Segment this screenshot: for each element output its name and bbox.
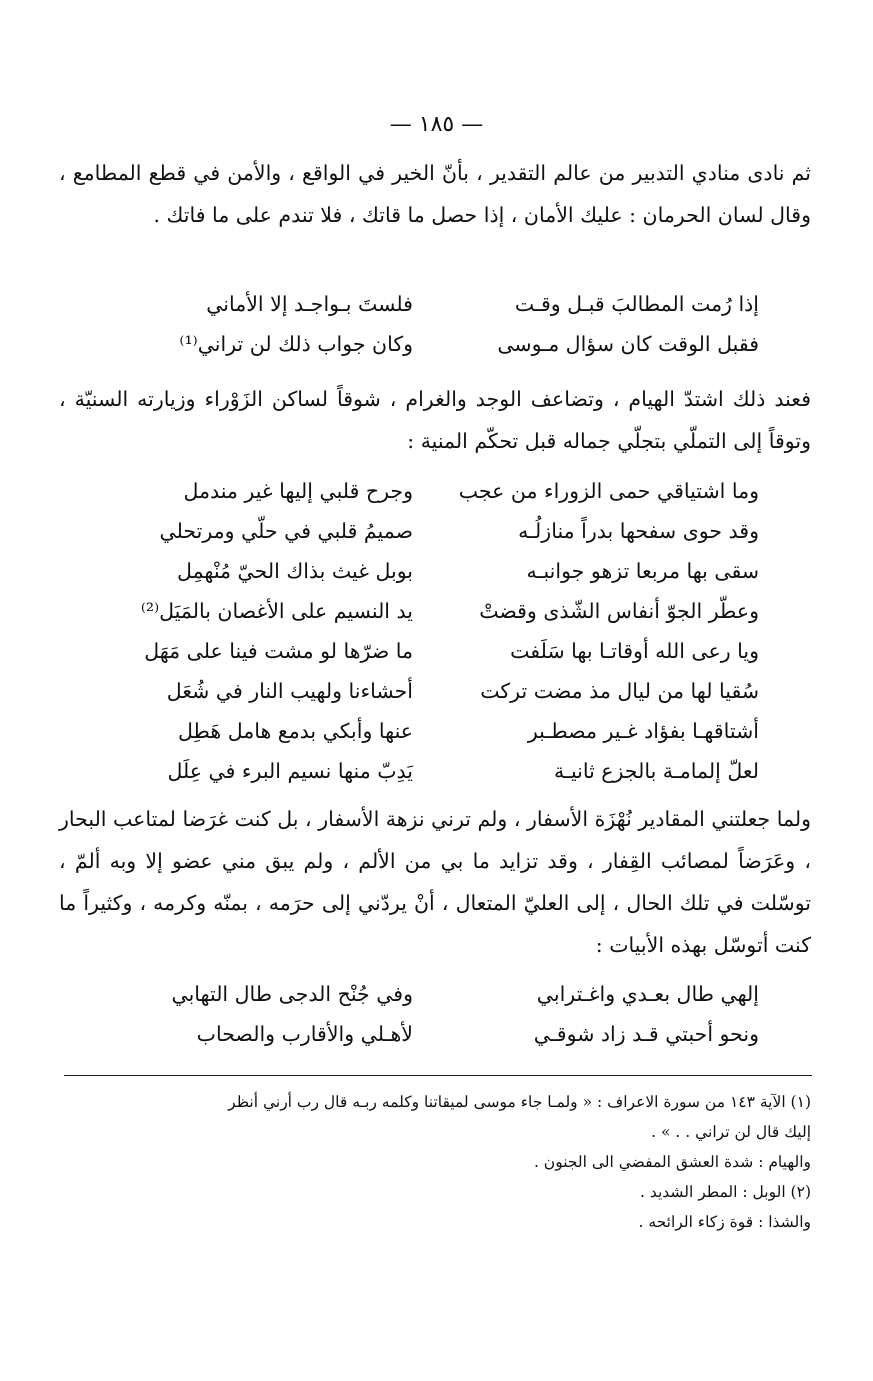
verse-second-hemistich: وكان جواب ذلك لن تراني⁽¹⁾ — [179, 332, 413, 356]
paragraph-2: فعند ذلك اشتدّ الهيام ، وتضاعف الوجد والغرام ، شوقاً لساكن الزَوْراء وزيارته السنيّة ، وتوقاً إلى التملّي بتجلّي جماله قبل تحكّم المنية : — [59, 387, 811, 453]
verse-line — [59, 284, 811, 324]
verse-second-hemistich: وفي جُنْح الدجى طال التهابي — [171, 982, 413, 1006]
footnotes — [51, 1087, 811, 1237]
verse-line — [59, 511, 811, 551]
verse-first-hemistich: ويا رعى الله أوقاتـا بها سَلَفت — [510, 639, 759, 663]
verse-line — [59, 671, 811, 711]
paragraph-1: ثم نادى منادي التدبير من عالم التقدير ، بأنّ الخير في الواقع ، والأمن في قطع المطامع ، وقال لسان الحرمان : عليك الأمان ، إذا حصل ما قاتك ، فلا تندم على ما فاتك . — [59, 161, 811, 227]
verse-second-hemistich: عنها وأبكي بدمع هامل هَطِل — [178, 719, 413, 743]
verse-first-hemistich: إذا رُمت المطالبَ قبـل وقـت — [514, 292, 759, 316]
verse-line — [59, 551, 811, 591]
verse-first-hemistich: سُقيا لها من ليال مذ مضت تركت — [480, 679, 759, 703]
verse-second-hemistich: فلستَ بـواجـد إلا الأماني — [206, 292, 413, 316]
footnote-separator — [64, 1075, 812, 1076]
verse-second-hemistich: يد النسيم على الأغصان بالمَيَل⁽²⁾ — [140, 599, 413, 623]
paragraph-3: ولما جعلتني المقادير نُهْزَة الأسفار ، ولم ترني نزهة الأسفار ، بل كنت غرَضا لمتاعب البحار ، وعَرَضاً لمصائب القِفار ، وقد تزايد ما بي من الألم ، ولم يبق مني عضو إلا وبه ألمّ ، توسّلت في تلك الحال ، إلى العليّ المتعال ، أنْ يردّني إلى حرَمه ، بمنّه وكرمه ، وكثيراً ما كنت أتوسّل بهذه الأبيات : — [59, 807, 811, 957]
verse-first-hemistich: أشتاقهـا بفؤاد غـير مصطـبر — [527, 719, 759, 743]
verse-first-hemistich: سقى بها مربعا تزهو جوانبـه — [526, 559, 759, 583]
verse-line — [59, 711, 811, 751]
verse-group-1 — [59, 284, 811, 364]
verse-line — [59, 591, 811, 631]
page-number: — ١٨٥ — — [389, 112, 484, 137]
verse-first-hemistich: إلهي طال بعـدي واغـترابي — [536, 982, 759, 1006]
verse-second-hemistich: ما ضرّها لو مشت فينا على مَهَل — [144, 639, 413, 663]
verse-second-hemistich: لأهـلي والأقارب والصحاب — [196, 1022, 413, 1046]
verse-second-hemistich: وجرح قلبي إليها غير مندمل — [183, 479, 413, 503]
verse-group-2 — [59, 471, 811, 791]
verse-first-hemistich: لعلّ إلمامـة بالجزع ثانيـة — [553, 759, 759, 783]
footnote-line: إليك قال لن تراني . . » . — [651, 1123, 811, 1141]
footnote-line: والشذا : قوة زكاء الرائحه . — [638, 1213, 811, 1231]
verse-group-3 — [59, 974, 811, 1054]
verse-line — [59, 324, 811, 364]
verse-first-hemistich: ونحو أحبتي قـد زاد شوقـي — [533, 1022, 759, 1046]
verse-second-hemistich: صميمُ قلبي في حلّي ومرتحلي — [159, 519, 413, 543]
verse-line — [59, 751, 811, 791]
verse-line — [59, 1014, 811, 1054]
verse-line — [59, 471, 811, 511]
verse-second-hemistich: يَدِبّ منها نسيم البرء في عِلَل — [167, 759, 413, 783]
verse-first-hemistich: وعطّر الجوّ أنفاس الشّذى وقضتْ — [479, 599, 759, 623]
verse-second-hemistich: بوبل غيث بذاك الحيّ مُنْهمِل — [177, 559, 413, 583]
verse-line — [59, 974, 811, 1014]
verse-second-hemistich: أحشاءنا ولهيب النار في شُعَل — [166, 679, 413, 703]
footnote-line: (٢) الوبل : المطر الشديد . — [639, 1183, 811, 1201]
verse-first-hemistich: وما اشتياقي حمى الزوراء من عجب — [458, 479, 759, 503]
footnote-line: والهيام : شدة العشق المفضي الى الجنون . — [533, 1153, 811, 1171]
footnote-line: (١) الآية ١٤٣ من سورة الاعراف : « ولمـا جاء موسى لميقاتنا وكلمه ربـه قال رب أرني أنظر — [228, 1093, 811, 1111]
verse-first-hemistich: فقبل الوقت كان سؤال مـوسى — [497, 332, 759, 356]
verse-line — [59, 631, 811, 671]
verse-first-hemistich: وقد حوى سفحها بدراً منازلُـه — [518, 519, 759, 543]
